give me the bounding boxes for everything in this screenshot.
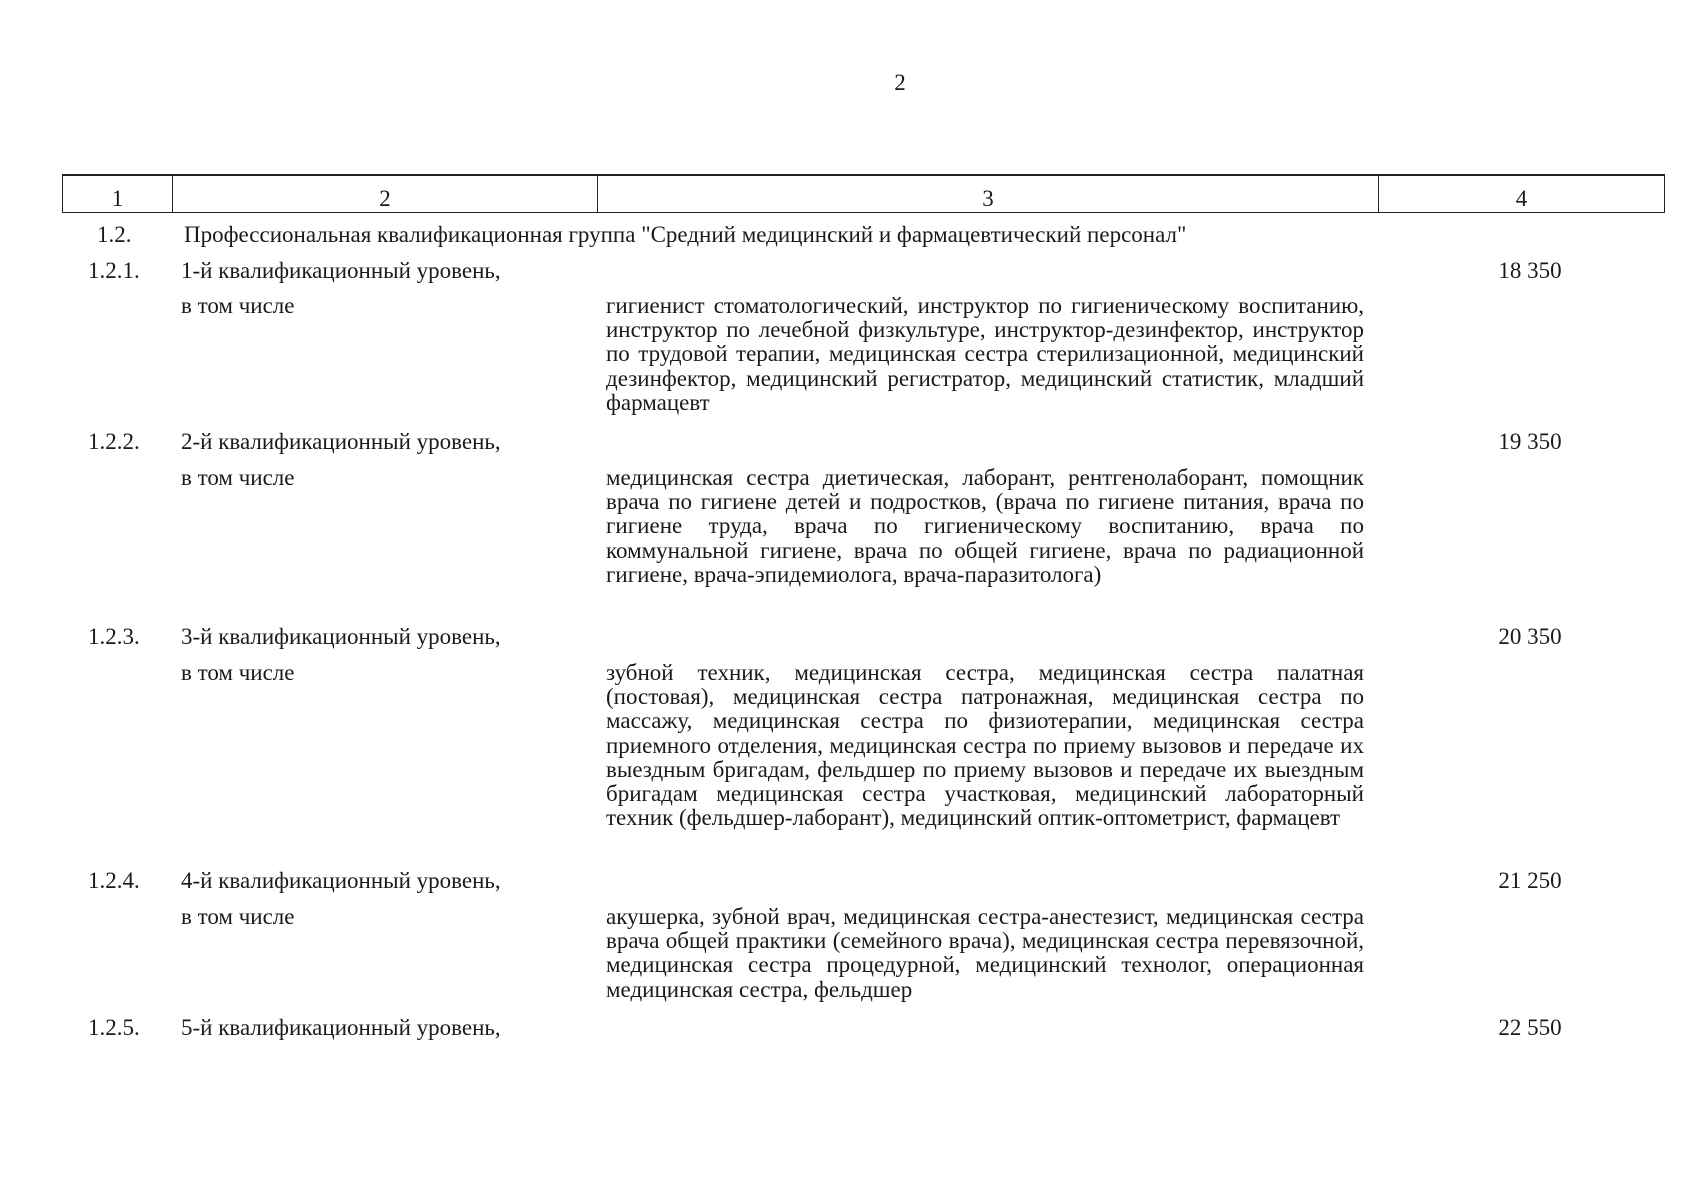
header-col-3: 3 [598, 176, 1379, 213]
including-label: в том числе [181, 904, 295, 929]
level-description: медицинская сестра диетическая, лаборант, рентгенолаборант, помощник врача по гигиене детей и подростков, (врача по гигиене питания, врача по гигиене труда, врача по гигиеническому воспитанию, врача по коммунальной гигиене, врача по общей гигиене, врача по радиационной гигиене, врача-эпидемиолога, врача-паразитолога) [606, 465, 1364, 587]
level-description: акушерка, зубной врач, медицинская сестра-анестезист, медицинская сестра врача общей практики (семейного врача), медицинская сестра перевязочной, медицинская сестра процедурной, медицинский технолог, операционная медицинская сестра, фельдшер [606, 904, 1364, 1002]
level-label: 4-й квалификационный уровень, [181, 868, 501, 893]
level-value: 22 550 [1498, 1015, 1562, 1040]
including-label: в том числе [181, 660, 295, 685]
header-col-1: 1 [63, 176, 173, 213]
level-number: 1.2.4. [88, 868, 140, 893]
level-description: зубной техник, медицинская сестра, медицинская сестра палатная (постовая), медицинская сестра патронажная, медицинская сестра по массажу, медицинская сестра по физиотерапии, медицинская сестра приемного отделения, медицинская сестра по приему вызовов и передаче их выездным бригадам, фельдшер по приему вызовов и передаче их выездным бригадам медицинская сестра участковая, медицинский лабораторный техник (фельдшер-лаборант), медицинский оптик-оптометрист, фармацевт [606, 660, 1364, 831]
level-label: 3-й квалификационный уровень, [181, 624, 501, 649]
level-number: 1.2.3. [88, 624, 140, 649]
table-header [62, 174, 1665, 213]
level-number: 1.2.1. [88, 258, 140, 283]
group-title: Профессиональная квалификационная группа "Средний медицинский и фармацевтический персонал" [184, 222, 1187, 247]
including-label: в том числе [181, 465, 295, 490]
level-value: 19 350 [1498, 429, 1562, 454]
header-col-2: 2 [173, 176, 598, 213]
level-number: 1.2.5. [88, 1015, 140, 1040]
level-label: 5-й квалификационный уровень, [181, 1015, 501, 1040]
including-label: в том числе [181, 293, 295, 318]
level-value: 20 350 [1498, 624, 1562, 649]
header-col-4: 4 [1515, 186, 1528, 211]
level-label: 1-й квалификационный уровень, [181, 258, 501, 283]
level-value: 21 250 [1498, 868, 1562, 893]
level-label: 2-й квалификационный уровень, [181, 429, 501, 454]
level-value: 18 350 [1498, 258, 1562, 283]
level-number: 1.2.2. [88, 429, 140, 454]
page-number: 2 [894, 70, 906, 95]
group-number: 1.2. [97, 222, 132, 247]
level-description: гигиенист стоматологический, инструктор по гигиеническому воспитанию, инструктор по лечебной физкультуре, инструктор-дезинфектор, инструктор по трудовой терапии, медицинская сестра стерилизационной, медицинский дезинфектор, медицинский регистратор, медицинский статистик, младший фармацевт [606, 293, 1364, 415]
